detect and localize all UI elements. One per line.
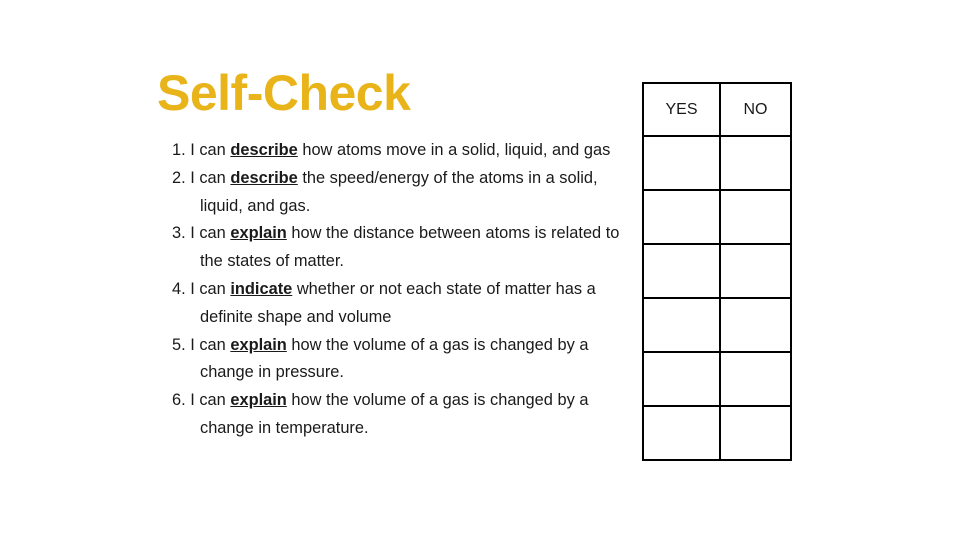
page-title: Self-Check: [157, 64, 411, 121]
no-column-header: NO: [720, 83, 791, 136]
statement-text: how the volume of a gas is changed by a change in temperature.: [200, 391, 589, 437]
yes-check-cell-5[interactable]: [643, 352, 720, 406]
statement-text: whether or not each state of matter has a definite shape and volume: [200, 279, 596, 326]
key-verb: explain: [230, 391, 287, 410]
statement-prefix: I can: [190, 141, 226, 159]
statement-prefix: I can: [190, 224, 226, 243]
table-row: [643, 244, 791, 298]
yes-check-cell-1[interactable]: [643, 136, 720, 190]
statement-3: [172, 220, 638, 276]
key-verb: describe: [230, 141, 298, 159]
statement-number: 4.: [172, 279, 186, 298]
statement-text: how the distance between atoms is related to the states of matter.: [200, 224, 620, 271]
table-row: [643, 298, 791, 352]
table-row: [643, 190, 791, 244]
yes-check-cell-3[interactable]: [643, 244, 720, 298]
statement-prefix: I can: [190, 168, 226, 187]
yes-check-cell-2[interactable]: [643, 190, 720, 244]
statement-number: 6.: [172, 391, 186, 410]
statement-prefix: I can: [190, 391, 226, 410]
statement-6: [172, 387, 638, 443]
table-row: [643, 352, 791, 406]
no-check-cell-4[interactable]: [720, 298, 791, 352]
table-header-row: [643, 83, 791, 136]
statement-number: 2.: [172, 168, 186, 187]
statement-1: [172, 137, 638, 165]
statement-prefix: I can: [190, 335, 226, 354]
no-check-cell-5[interactable]: [720, 352, 791, 406]
statement-number: 1.: [172, 141, 186, 159]
no-check-cell-6[interactable]: [720, 406, 791, 460]
yes-column-header: YES: [643, 83, 720, 136]
no-check-cell-2[interactable]: [720, 190, 791, 244]
yes-check-cell-4[interactable]: [643, 298, 720, 352]
statement-number: 3.: [172, 224, 186, 243]
yes-check-cell-6[interactable]: [643, 406, 720, 460]
key-verb: explain: [230, 224, 287, 243]
key-verb: explain: [230, 335, 287, 354]
statement-text: how the volume of a gas is changed by a change in pressure.: [200, 335, 589, 382]
statement-list: [172, 137, 638, 443]
key-verb: describe: [230, 168, 298, 187]
table-row: [643, 136, 791, 190]
statement-prefix: I can: [190, 279, 226, 298]
statement-text: how atoms move in a solid, liquid, and gas: [302, 141, 611, 159]
table-row: [643, 406, 791, 460]
statement-text: the speed/energy of the atoms in a solid, liquid, and gas.: [200, 168, 598, 215]
statement-4: [172, 276, 638, 332]
statement-2: [172, 165, 638, 221]
no-check-cell-3[interactable]: [720, 244, 791, 298]
self-check-table: [642, 82, 792, 461]
key-verb: indicate: [230, 279, 293, 298]
no-check-cell-1[interactable]: [720, 136, 791, 190]
statement-5: [172, 332, 638, 388]
statement-number: 5.: [172, 335, 186, 354]
